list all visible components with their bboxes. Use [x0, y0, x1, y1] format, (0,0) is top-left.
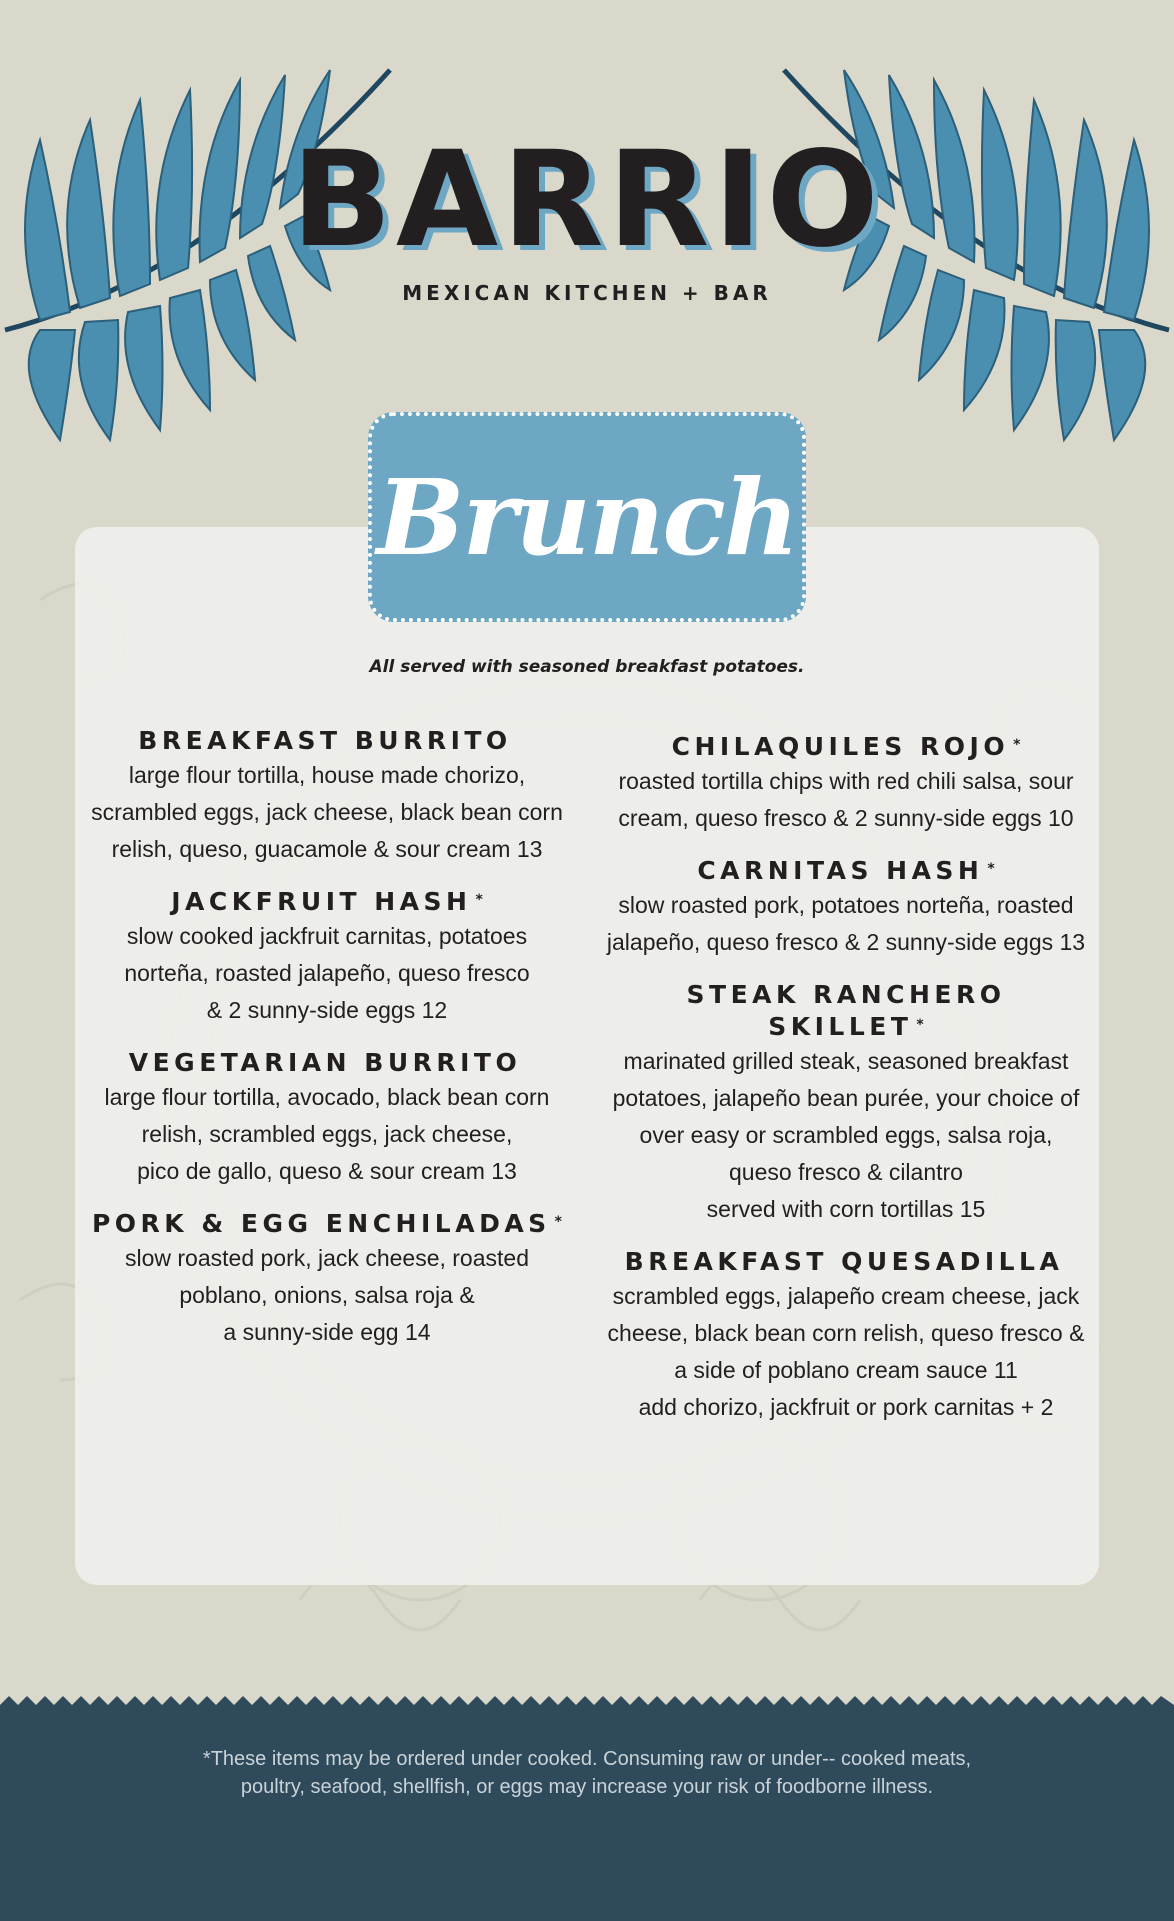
footer-disclaimer: *These items may be ordered under cooked. Consuming raw or under-- cooked meats, poultry, seafood, shellfish, or eggs may increase your risk of foodborne illness. — [202, 1748, 972, 1798]
menu-column-left — [77, 725, 577, 1369]
menu-item-description: roasted tortilla chips with red chili salsa, sour cream, queso fresco & 2 sunny-side eggs 10 — [618, 768, 1074, 831]
menu-item — [77, 725, 577, 868]
brand-logo: BARRIO — [291, 123, 883, 277]
menu-item-name: STEAK RANCHERO SKILLET * — [686, 980, 1006, 1041]
menu-title: Brunch — [376, 455, 798, 579]
menu-item — [596, 855, 1096, 961]
menu-item-description: slow roasted pork, potatoes norteña, roasted jalapeño, queso fresco & 2 sunny-side eggs 13 — [606, 892, 1086, 955]
menu-item — [77, 1208, 577, 1351]
menu-title-badge — [368, 412, 806, 622]
menu-item-name: BREAKFAST QUESADILLA — [624, 1247, 1064, 1276]
menu-item-name: VEGETARIAN BURRITO — [128, 1048, 522, 1077]
brand-header — [0, 125, 1174, 305]
menu-item — [77, 1047, 577, 1190]
menu-item — [596, 1246, 1096, 1426]
brand-tagline: MEXICAN KITCHEN + BAR — [402, 281, 772, 305]
menu-subtitle: All served with seasoned breakfast potatoes. — [369, 657, 805, 677]
menu-item-description: marinated grilled steak, seasoned breakfast potatoes, jalapeño bean purée, your choice of over easy or scrambled eggs, salsa roja, queso fresco & cilantro served with corn tortillas 15 — [612, 1048, 1080, 1222]
menu-item-name: JACKFRUIT HASH * — [171, 887, 483, 916]
menu-item-description: scrambled eggs, jalapeño cream cheese, jack cheese, black bean corn relish, queso fresco & a side of poblano cream sauce 11 add chorizo, jackfruit or pork carnitas + 2 — [607, 1283, 1085, 1420]
menu-item-description: large flour tortilla, house made chorizo, scrambled eggs, jack cheese, black bean corn relish, queso, guacamole & sour cream 13 — [91, 762, 563, 862]
menu-item — [77, 886, 577, 1029]
menu-item-description: large flour tortilla, avocado, black bean corn relish, scrambled eggs, jack cheese, pico de gallo, queso & sour cream 13 — [104, 1084, 550, 1184]
menu-item-name: CARNITAS HASH * — [697, 856, 995, 885]
menu-item-description: slow roasted pork, jack cheese, roasted poblano, onions, salsa roja & a sunny-side egg 14 — [125, 1245, 529, 1345]
menu-item-name: CHILAQUILES ROJO * — [671, 732, 1021, 761]
menu-item — [596, 979, 1096, 1228]
footer-band — [0, 1712, 1174, 1921]
menu-item-name: BREAKFAST BURRITO — [138, 726, 512, 755]
menu-item-name: PORK & EGG ENCHILADAS * — [91, 1209, 562, 1238]
menu-item-description: slow cooked jackfruit carnitas, potatoes norteña, roasted jalapeño, queso fresco & 2 sunny-side eggs 12 — [124, 923, 530, 1023]
menu-column-right — [596, 731, 1096, 1444]
menu-item — [596, 731, 1096, 837]
